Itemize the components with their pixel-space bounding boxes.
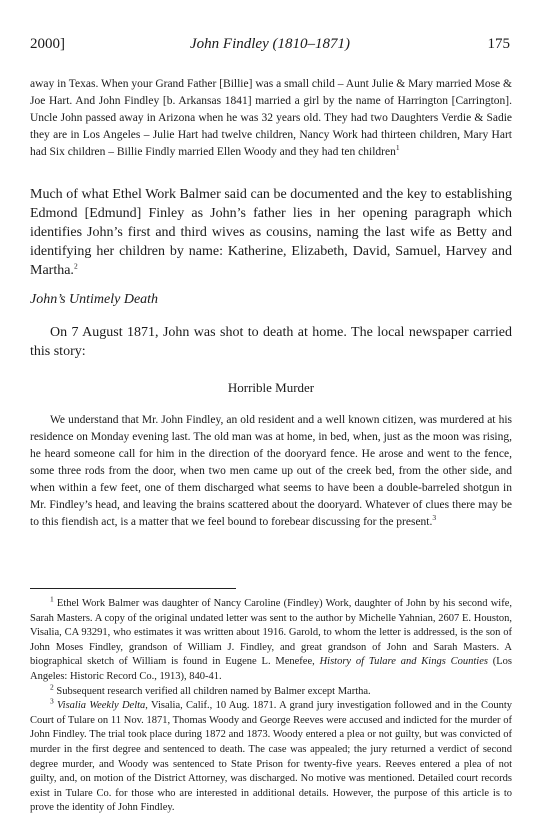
footnote-ref-3[interactable]: 3 (432, 513, 437, 523)
newspaper-excerpt-text: We understand that Mr. John Findley, an old resident and a well known citizen, was murdered at his residence on Monday evening last. The old man was at home, in bed, when, just as the moon was rising, he heard someone call for him in the direction of the dooryard fence. He arose and went to the fence, some three rods from the door, when two men came up out of the creek bed, from the other side, and when within a few feet, one of them discharged what seems to have been a double-barreled shotgun in Mr. Findley’s head, and leaving the brains scattered about the dooryard. Whatever of clues there may be to this fiendish act, is a matter that we feel bound to forebear discussing for the present. (30, 414, 512, 528)
footnote-2-number: 2 (50, 682, 54, 692)
section-heading: John’s Untimely Death (30, 292, 159, 307)
footnote-3 (30, 696, 512, 816)
newspaper-excerpt (30, 412, 512, 531)
body-paragraph-2 (30, 323, 512, 361)
footnote-ref-2[interactable]: 2 (73, 261, 78, 271)
body-paragraph-1-text: Much of what Ethel Work Balmer said can be documented and the key to establishing Edmond [Edmund] Finley as John’s father lies in her opening paragraph which identifies John’s first and third wives as cousins, naming the last wife as Betty and identifying her children by name: Katherine, Elizabeth, David, Samuel, Harvey and Martha. (30, 187, 512, 278)
letter-quote-text: away in Texas. When your Grand Father [Billie] was a small child – Aunt Julie & Mary married Mose & Joe Hart. And John Findley [b. Arkansas 1841] married a girl by the name of Harrington [Carrington]. Uncle John passed away in Arizona when he was 32 years old. They had two Daughters Verdie & Sadie they are in Los Angeles – Julie Hart had twelve children, Nancy Work had thirteen children, Mary Hart had Six children – Billie Findly married Ellen Woody and they had ten children (30, 78, 512, 158)
footnote-1-text-a: Ethel Work Balmer was daughter of Nancy Caroline (Findley) Work, daughter of John by his second wife, Sarah Masters. A copy of the original undated letter was sent to the author by Michelle Yahnian, 2607 E. Houston, Visalia, CA 93291, who estimates it was written about 1916. Garold, to whom the letter is addressed, is the son of John Moses Findley, grandson of William J. Findley, and great grandson of John and Sarah Masters. A biographical sketch of William is found in Eugene L. Menefee, (30, 598, 512, 668)
footnote-3-newspaper-title: Visalia Weekly Delta (57, 700, 146, 712)
footnote-1 (30, 594, 513, 685)
header-volume: 2000] (30, 36, 65, 52)
footnote-1-book-title: History of Tulare and Kings Counties (319, 656, 488, 668)
footnote-3-number: 3 (50, 696, 54, 706)
footnote-1-text-b: (Los Angeles: Historic Record Co., 1913), 840-41. (30, 656, 513, 682)
footnote-3-text: , Visalia, Calif., 10 Aug. 1871. A grand jury investigation followed and in the County Court of Tulare on 11 Nov. 1871, Thomas Woody and George Reeves were accused and indicted for the murder of John Findley. The trial took place during 1872 and 1873. Woody entered a plea or not guilty, but was convicted of murder in the first degree and sentenced to death. The case was appealed; the jury returned a verdict of second degree murder, and Woody was sentenced to State Prison for twenty-five years. Reeves entered a plea of not guilty, and, on motion of the District Attorney, was discharged. No motive was mentioned. Detailed court records exist in Tulare Co. for those who are interested in additional details. However, the purpose of this article is to prove the identity of John Findley. (30, 700, 512, 814)
footnote-1-number: 1 (50, 594, 54, 604)
header-title: John Findley (1810–1871) (190, 36, 350, 52)
footnote-2 (30, 682, 512, 700)
footnotes (30, 594, 513, 816)
footnote-2-text: Subsequent research verified all children named by Balmer except Martha. (56, 685, 371, 697)
body-paragraph-2-text: On 7 August 1871, John was shot to death at home. The local newspaper carried this story: (30, 325, 512, 359)
page-number: 175 (487, 36, 510, 52)
footnote-ref-1[interactable]: 1 (395, 143, 400, 153)
running-header (30, 36, 510, 58)
footnote-divider (30, 588, 236, 589)
body-paragraph-1 (30, 185, 512, 280)
newspaper-headline: Horrible Murder (227, 380, 315, 395)
letter-quote-block (30, 76, 512, 161)
